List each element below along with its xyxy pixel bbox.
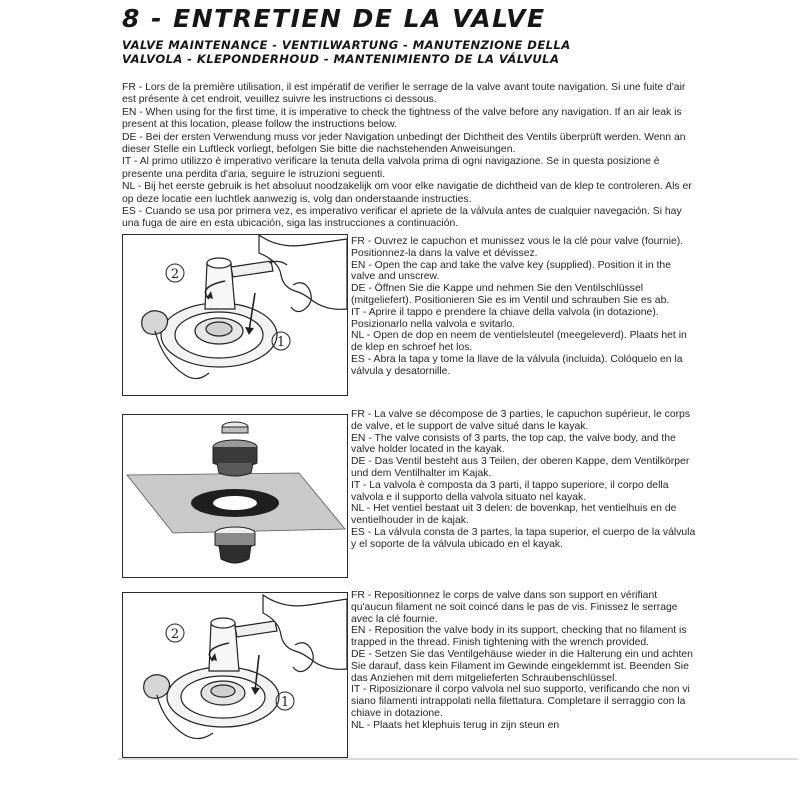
step-3-fr: FR - Repositionnez le corps de valve dans son support en vérifiant qu'aucun filament ne soit coincé dans le pas de vis. Finissez le serrage avec la clé fournie. [351, 590, 678, 625]
step-1-de: DE - Öffnen Sie die Kappe und nehmen Sie den Ventilschlüssel (mitgeliefert). Positionieren Sie es im Ventil und schrauben Sie es ab. [351, 283, 670, 306]
step-1-text [351, 236, 696, 378]
intro-paragraph-es: ES - Cuando se usa por primera vez, es imperativo verificar el apriete de la válvula antes de cualquier navegación. Si hay una fuga de aire en esta ubicación, siga las instrucciones a continuación. [122, 206, 682, 230]
step-2-fr: FR - La valve se décompose de 3 parties, le capuchon supérieur, le corps de valve, et le support de valve situé dans le kayak. [351, 409, 691, 432]
step-1-label-2: 2 [170, 267, 180, 282]
intro-paragraph-nl: NL - Bij het eerste gebruik is het absoluut noodzakelijk om voor elke navigatie de dichtheid van de klep te controleren. Als er op deze locatie een luchtlek aanwezig is, volg dan onderstaande instructies. [122, 181, 692, 205]
step-1-fr: FR - Ouvrez le capuchon et munissez vous le la clé pour valve (fournie). Positionnez-la dans la valve et dévissez. [351, 236, 684, 259]
tighten-valve-drawing [123, 593, 347, 757]
page-title: 8 - ENTRETIEN DE LA VALVE [122, 4, 546, 33]
page-subtitle-line-1: VALVE MAINTENANCE - VENTILWARTUNG - MANUTENZIONE DELLA [122, 38, 571, 52]
intro-paragraph-en: EN - When using for the first time, it is imperative to check the tightness of the valve before any navigation. If an air leak is present at this location, please follow the instructions below. [122, 106, 682, 131]
page-bottom-divider [118, 758, 798, 760]
step-1-nl: NL - Open de dop en neem de ventielsleutel (meegeleverd). Plaats het in de klep en schroef het los. [351, 330, 687, 354]
intro-text [122, 82, 692, 231]
step-3-illustration [122, 592, 348, 758]
step-3-de: DE - Setzen Sie das Ventilgehäuse wieder in die Halterung ein und achten Sie darauf, dass kein Filament im Gewinde eingeklemmt ist. Beenden Sie das Anziehen mit dem mitgelieferten Schraubenschlüssel. [351, 648, 693, 684]
step-1-es: ES - Abra la tapa y tome la llave de la válvula (incluida). Colóquelo en la válvula y desatornille. [351, 353, 683, 377]
step-1-illustration [122, 234, 348, 396]
step-2-es: ES - La válvula consta de 3 partes, la tapa superior, el cuerpo de la válvula y el soporte de la válvula ubicado en el kayak. [351, 526, 696, 550]
step-2-nl: NL - Het ventiel bestaat uit 3 delen: de bovenkap, het ventielhuis en de ventielhouder in de kajak. [351, 503, 677, 527]
step-3-label-1: 1 [280, 695, 290, 710]
page-subtitle-line-2: VALVOLA - KLEPONDERHOUD - MANTENIMIENTO DE LA VÁLVULA [122, 52, 560, 66]
intro-paragraph-fr: FR - Lors de la première utilisation, il est impératif de verifier le serrage de la valve avant toute navigation. Si une fuite d'air est présente à cet endroit, veuillez suivre les instructions ci dessous. [122, 82, 686, 106]
step-2-en: EN - The valve consists of 3 parts, the top cap, the valve body, and the valve holder located in the kayak. [351, 432, 676, 456]
unscrew-valve-drawing [123, 235, 347, 395]
step-2-text [351, 409, 696, 551]
step-1-it: IT - Aprire il tappo e prendere la chiave della valvola (in dotazione). Posizionarlo nella valvola e svitarlo. [351, 306, 659, 330]
step-2-it: IT - La valvola è composta da 3 parti, il tappo superiore, il corpo della valvola e il supporto della valvola situato nel kayak. [351, 479, 669, 503]
step-1-en: EN - Open the cap and take the valve key (supplied). Position it in the valve and unscrew. [351, 259, 671, 283]
valve-parts-exploded-drawing [123, 415, 347, 577]
step-1-label-1: 1 [276, 335, 286, 350]
step-2-de: DE - Das Ventil besteht aus 3 Teilen, der oberen Kappe, dem Ventilkörper und dem Ventilhalter im Kajak. [351, 456, 690, 479]
step-3-en: EN - Reposition the valve body in its support, checking that no filament is trapped in the thread. Finish tightening with the wrench provided. [351, 625, 687, 649]
intro-paragraph-it: IT - Al primo utilizzo è imperativo verificare la tenuta della valvola prima di ogni navigazione. Se in questa posizione è presente una perdita d'aria, seguire le istruzioni seguenti. [122, 156, 660, 180]
step-3-nl: NL - Plaats het klephuis terug in zijn steun en [351, 719, 560, 731]
step-3-label-2: 2 [170, 627, 180, 642]
step-2-illustration [122, 414, 348, 578]
step-3-it: IT - Riposizionare il corpo valvola nel suo supporto, verificando che non vi siano filamenti intrappolati nella filettatura. Completare il serraggio con la chiave in dotazione. [351, 684, 690, 719]
step-3-text [351, 590, 696, 758]
intro-paragraph-de: DE - Bei der ersten Verwendung muss vor jeder Navigation unbedingt der Dichtheit des Ventils überprüft werden. Wenn an dieser Stelle ein Luftleck vorliegt, befolgen Sie bitte die nachstehenden Anweisungen. [122, 131, 686, 156]
